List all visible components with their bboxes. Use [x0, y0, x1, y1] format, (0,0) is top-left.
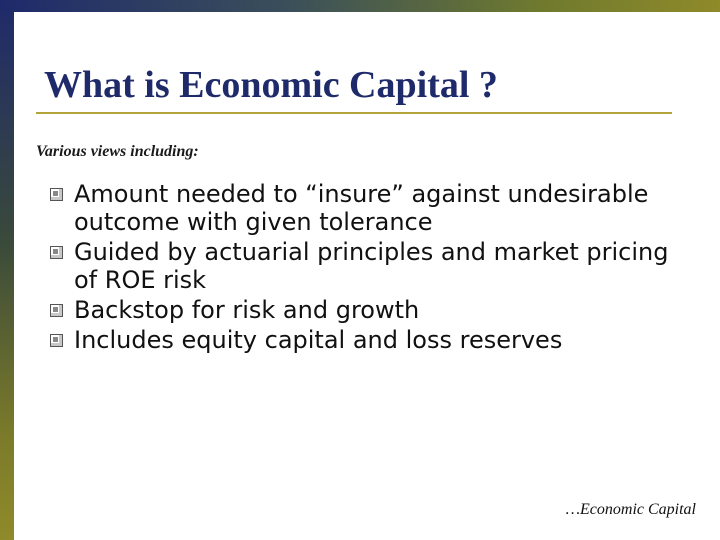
slide-footer: …Economic Capital — [565, 501, 696, 518]
top-frame-bar — [0, 0, 720, 12]
bullet-item — [50, 326, 690, 354]
bullet-item — [50, 296, 690, 324]
square-bullet-icon — [50, 246, 63, 259]
bullet-item — [50, 238, 690, 294]
slide-title: What is Economic Capital ? — [44, 64, 498, 106]
bullet-list — [50, 180, 690, 356]
left-frame-bar — [0, 0, 14, 540]
bullet-text: Guided by actuarial principles and market pricing of ROE risk — [74, 238, 669, 294]
bullet-text: Backstop for risk and growth — [74, 296, 420, 324]
slide-subtitle: Various views including: — [36, 143, 199, 160]
square-bullet-icon — [50, 188, 63, 201]
bullet-text: Includes equity capital and loss reserves — [74, 326, 563, 354]
bullet-text: Amount needed to “insure” against undesirable outcome with given tolerance — [74, 180, 649, 236]
title-underline — [36, 112, 672, 114]
square-bullet-icon — [50, 304, 63, 317]
square-bullet-icon — [50, 334, 63, 347]
bullet-item — [50, 180, 690, 236]
